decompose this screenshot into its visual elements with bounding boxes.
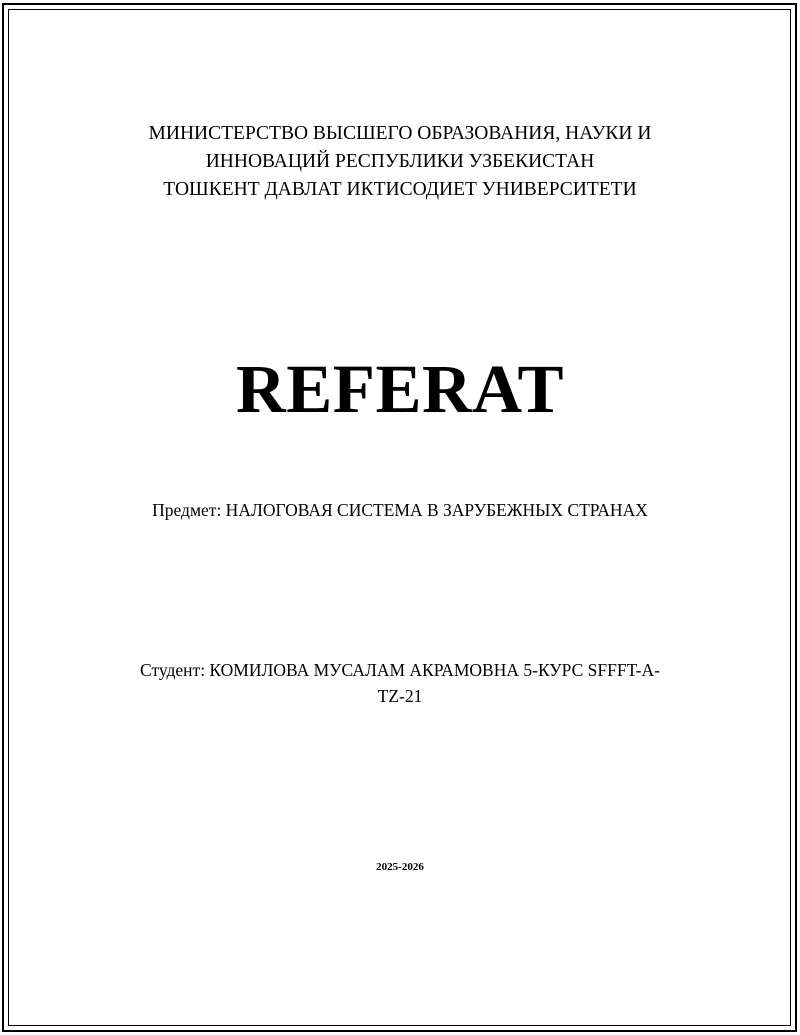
subject-line: Предмет: НАЛОГОВАЯ СИСТЕМА В ЗАРУБЕЖНЫХ СТРАНАХ bbox=[152, 500, 648, 520]
academic-year: 2025-2026 bbox=[376, 861, 424, 873]
header-line-innovations: ИННОВАЦИЙ РЕСПУБЛИКИ УЗБЕКИСТАН bbox=[205, 151, 595, 172]
institution-header bbox=[0, 120, 800, 204]
student-line-2: TZ-21 bbox=[377, 686, 423, 706]
header-line-university: ТОШКЕНТ ДАВЛАТ ИКТИСОДИЕТ УНИВЕРСИТЕТИ bbox=[163, 179, 637, 200]
student-line-1: Студент: КОМИЛОВА МУСАЛАМ АКРАМОВНА 5-КУРС SFFFT-A- bbox=[140, 660, 660, 680]
header-line-ministry: МИНИСТЕРСТВО ВЫСШЕГО ОБРАЗОВАНИЯ, НАУКИ И bbox=[148, 123, 652, 144]
student-info bbox=[0, 657, 800, 709]
document-title: REFERAT bbox=[235, 351, 565, 427]
